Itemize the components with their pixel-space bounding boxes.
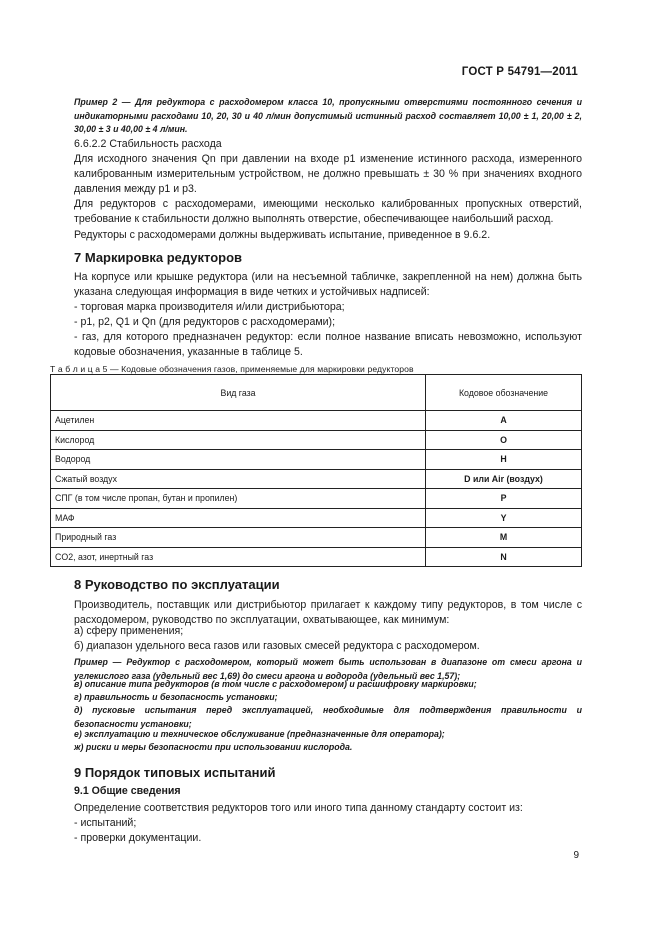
document-header: ГОСТ Р 54791—2011 — [461, 66, 578, 78]
subsection-9-1-item-1: - испытаний; — [74, 817, 137, 829]
section-8-item-e: е) эксплуатацию и техническое обслуживание (предназначенные для оператора); — [74, 729, 445, 739]
gas-cell: Кислород — [51, 430, 426, 450]
table-row — [51, 489, 582, 509]
section-8-item-d: д) пусковые испытания перед эксплуатацией, необходимые для подтверждения правильности и безопасности установки; — [74, 705, 582, 729]
section-8-item-g: г) правильность и безопасность установки; — [74, 692, 278, 702]
section-8-item-v: в) описание типа редукторов (в том числе с расходомером) и расшифровку маркировки; — [74, 679, 477, 689]
section-8-item-a: а) сферу применения; — [74, 625, 184, 637]
section-7-para-1: На корпусе или крышке редуктора (или на несъемной табличке, закрепленной на нем) должна быть указана следующая информация в виде четких и устойчивых надписей: — [74, 271, 582, 298]
subsection-9-1-item-2: - проверки документации. — [74, 832, 202, 844]
gas-cell: CO2, азот, инертный газ — [51, 547, 426, 567]
subsection-9-1-heading: 9.1 Общие сведения — [74, 785, 181, 797]
table-row — [51, 528, 582, 548]
table-row — [51, 547, 582, 567]
gas-cell: МАФ — [51, 508, 426, 528]
code-cell: D или Air (воздух) — [426, 469, 582, 489]
gas-cell: Ацетилен — [51, 411, 426, 431]
table-row — [51, 450, 582, 470]
table-row — [51, 469, 582, 489]
section-7-list-item-1: - торговая марка производителя и/или дистрибьютора; — [74, 301, 345, 313]
section-7-list-item-3: - газ, для которого предназначен редуктор: если полное название вписать невозможно, используют кодовые обозначения, указанные в таблице 5. — [74, 331, 582, 358]
clause-6-6-2-2-para-3: Редукторы с расходомерами должны выдерживать испытание, приведенное в 9.6.2. — [74, 229, 491, 241]
section-8-item-b: б) диапазон удельного веса газов или газовых смесей редуктора с расходомером. — [74, 640, 480, 652]
table-row — [51, 508, 582, 528]
gas-cell: Природный газ — [51, 528, 426, 548]
code-cell: Y — [426, 508, 582, 528]
gas-cell: Водород — [51, 450, 426, 470]
code-cell: P — [426, 489, 582, 509]
section-7-list-item-2: - p1, p2, Q1 и Qn (для редукторов с расходомерами); — [74, 316, 336, 328]
table-header-row — [51, 375, 582, 411]
table-row — [51, 411, 582, 431]
code-cell: H — [426, 450, 582, 470]
section-8-example-note: Пример — Редуктор с расходомером, который может быть использован в диапазоне от смеси аргона и углекислого газа (удельный вес 1,69) до смеси аргона и водорода (удельный вес 1,57); — [74, 657, 582, 681]
code-cell: N — [426, 547, 582, 567]
gas-cell: Сжатый воздух — [51, 469, 426, 489]
section-7-heading: 7 Маркировка редукторов — [74, 250, 243, 265]
clause-6-6-2-2-para-2: Для редукторов с расходомерами, имеющими несколько калиброванных пропускных отверстий, требование к стабильности должно выполнять отверстие, обеспечивающее наибольший расход. — [74, 198, 582, 225]
table-5-caption: Т а б л и ц а 5 — Кодовые обозначения газов, применяемые для маркировки редукторов — [50, 364, 414, 374]
page-number: 9 — [573, 850, 579, 861]
section-8-heading: 8 Руководство по эксплуатации — [74, 577, 280, 592]
code-cell: M — [426, 528, 582, 548]
code-cell: O — [426, 430, 582, 450]
table-5 — [50, 374, 582, 567]
section-9-heading: 9 Порядок типовых испытаний — [74, 765, 276, 780]
clause-6-6-2-2-para-1: Для исходного значения Qn при давлении на входе p1 изменение истинного расхода, измеренного калиброванным измерительным устройством, не должно превышать ± 30 % при значениях входного давления между p1 и p3. — [74, 153, 582, 195]
column-header-code: Кодовое обозначение — [426, 375, 582, 411]
example-2-note: Пример 2 — Для редуктора с расходомером класса 10, пропускными отверстиями постоянного сечения и индикаторными расходами 10, 20, 30 и 40 л/мин допустимый истинный расход составляет 10,00 ± 1, 20,00 ± 2, 30,00 ± 3 и 40,00 ± 4 л/мин. — [74, 97, 582, 134]
clause-6-6-2-2-title: 6.6.2.2 Стабильность расхода — [74, 138, 222, 150]
section-8-para-1: Производитель, поставщик или дистрибьютор прилагает к каждому типу редукторов, в том числе с расходомером, руководство по эксплуатации, охватывающее, как минимум: — [74, 599, 582, 626]
column-header-gas-type: Вид газа — [51, 375, 426, 411]
subsection-9-1-para-1: Определение соответствия редукторов того или иного типа данному стандарту состоит из: — [74, 802, 523, 814]
gas-cell: СПГ (в том числе пропан, бутан и пропилен) — [51, 489, 426, 509]
table-row — [51, 430, 582, 450]
code-cell: A — [426, 411, 582, 431]
section-8-item-zh: ж) риски и меры безопасности при использовании кислорода. — [74, 742, 353, 752]
